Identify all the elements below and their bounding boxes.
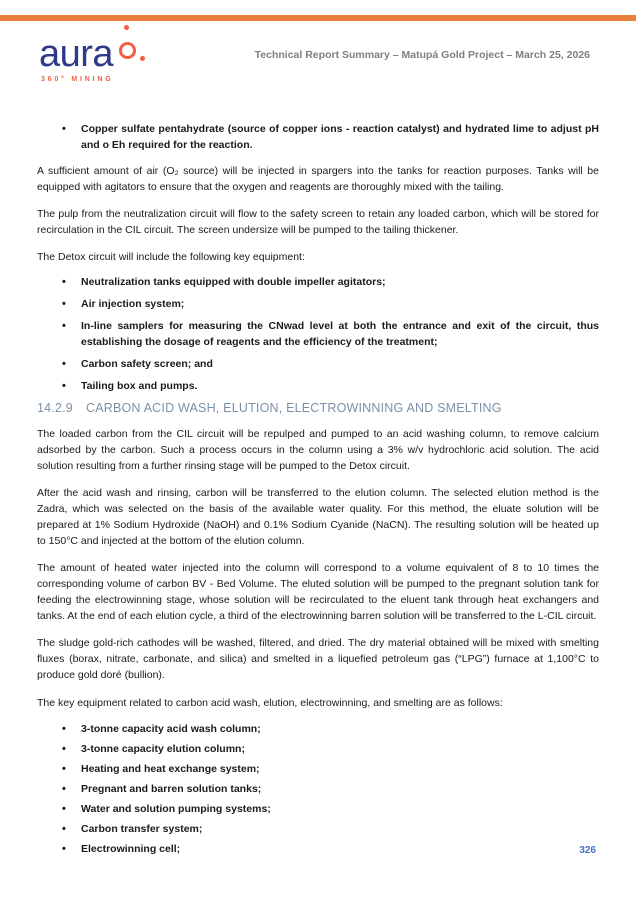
aura-logo-icon [124,25,129,30]
paragraph-air-injection: A sufficient amount of air (O₂ source) will be injected in spargers into the tanks for reaction purposes. Tanks will be equipped with agitators to ensure that the oxygen and reagents are thoroughly mixed with the tailing. [37,165,599,193]
aura-dot-icon [140,56,145,61]
paragraph-acid-wash-rinsing: After the acid wash and rinsing, carbon will be transferred to the elution column. The selected elution method is the Zadra, which was selected on the basis of the available water quality. For this method, the eluate solution will be prepared at 1% Sodium Hydroxide (NaOH) and 0.1% Sodium Cyanide (NaCN). The resulting solution will be heated up to 150°C and injected at the bottom of the elution column. [37,487,599,547]
list-item: • 3-tonne capacity acid wash column; [37,721,599,737]
section-number: 14.2.9 [37,401,73,415]
list-item: • Neutralization tanks equipped with double impeller agitators; [37,274,599,290]
paragraph-heated-water: The amount of heated water injected into the column will correspond to a volume equivalent of 8 to 10 times the corresponding volume of carbon BV - Bed Volume. The eluted solution will be pumped to the pregnant solution tank for feeding the electrowinning stage, whose solution will be recirculated to the eluent tank through heat exchangers and tanks. At the end of each elution cycle, a third of the electrowinning barren solution will be transferred to the L-CIL circuit. [37,562,599,622]
report-header-title: Technical Report Summary – Matupá Gold Project – March 25, 2026 [254,49,590,61]
aura-logo-wordmark: aura [39,33,114,75]
list-item: • Carbon safety screen; and [37,356,599,372]
paragraph-pulp-neutralization: The pulp from the neutralization circuit will flow to the safety screen to retain any loaded carbon, which will be stored for recirculation in the CIL circuit. The screen undersize will be pumped to the tailing thickener. [37,208,599,236]
list-item: • Water and solution pumping systems; [37,801,599,817]
list-item: • Electrowinning cell; [37,841,599,857]
paragraph-key-equipment-intro: The key equipment related to carbon acid wash, elution, electrowinning, and smelting are as follows: [37,697,503,709]
page-number: 326 [579,845,596,856]
reagent-bullet-list [37,121,599,153]
paragraph-loaded-carbon: The loaded carbon from the CIL circuit will be repulped and pumped to an acid washing column, to remove calcium adsorbed by the carbon. Such a process occurs in the column using a 3% w/v hydrochloric acid solution. The acid solution resulting from a further rinsing stage will be pumped to the Detox circuit. [37,428,599,472]
list-item: • Heating and heat exchange system; [37,761,599,777]
paragraph-detox-intro: The Detox circuit will include the following key equipment: [37,251,305,263]
section-heading [37,400,599,417]
list-item: • Copper sulfate pentahydrate (source of copper ions - reaction catalyst) and hydrated lime to adjust pH and o Eh required for the reaction. [37,121,599,153]
section-title: CARBON ACID WASH, ELUTION, ELECTROWINNING AND SMELTING [85,401,502,415]
list-item: • Tailing box and pumps. [37,378,599,394]
list-item: • Air injection system; [37,296,599,312]
key-equipment-list [37,721,599,857]
header-accent-bar [0,15,636,21]
aura-logo-tagline: 360° MINING [41,76,114,83]
list-item: • In-line samplers for measuring the CNwad level at both the entrance and exit of the circuit, thus establishing the dosage of reagents and the efficiency of the treatment; [37,318,599,350]
aura-ring-icon [119,42,136,59]
list-item: • Carbon transfer system; [37,821,599,837]
detox-equipment-list [37,274,599,394]
list-item: • 3-tonne capacity elution column; [37,741,599,757]
list-item: • Pregnant and barren solution tanks; [37,781,599,797]
paragraph-sludge-cathodes: The sludge gold-rich cathodes will be washed, filtered, and dried. The dry material obtained will be mixed with smelting fluxes (borax, nitrate, carbonate, and silica) and smelted in a liquefied petroleum gas (“LPG”) furnace at 1,100°C to produce gold doré (bullion). [37,637,599,681]
document-body [37,116,599,861]
